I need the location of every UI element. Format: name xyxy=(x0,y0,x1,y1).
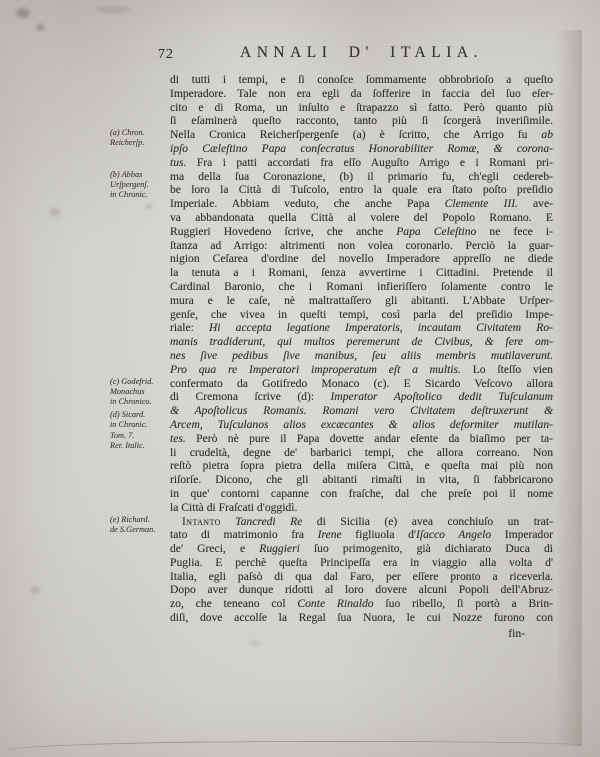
small-caps-text: Intanto xyxy=(182,514,221,528)
body-line xyxy=(170,335,553,349)
margin-note-line: Rer. Italic. xyxy=(110,440,145,450)
body-line xyxy=(170,266,553,280)
body-line xyxy=(170,156,553,170)
roman-text: Lo ſteſſo vien xyxy=(460,362,553,376)
margin-note-line: (c) Godefrid. xyxy=(110,376,154,386)
body-line xyxy=(170,183,553,197)
margin-note-line: Reicherſp. xyxy=(110,138,145,148)
margin-note-line: de S.German. xyxy=(110,524,156,534)
body-line xyxy=(170,73,553,87)
roman-text: Fra i patti accordati fra eſſo Auguſto Arrigo e i Romani pri- xyxy=(186,155,553,169)
margin-note-line: (a) Chron. xyxy=(110,128,145,138)
body-line xyxy=(170,528,553,542)
roman-text: Ruggieri Hovedeno ſcrive, che anche xyxy=(170,224,397,238)
body-line xyxy=(170,611,553,625)
roman-text: Dopo aver dunque ridotti al loro dovere alcuni Popoli dell'Abruz- xyxy=(170,583,553,597)
body-line xyxy=(170,542,553,556)
paper-blemish xyxy=(36,24,45,31)
italic-text: Conte Rinaldo xyxy=(297,597,374,611)
roman-text xyxy=(221,515,235,528)
roman-text: de' Greci, e xyxy=(170,542,260,556)
margin-note-line: Urſpergenſ. xyxy=(110,179,149,189)
roman-text: zo, che teneano col xyxy=(170,597,298,611)
body-line xyxy=(170,114,553,128)
body-line xyxy=(170,418,553,432)
margin-note xyxy=(110,377,166,408)
italic-text: nes ſive pedibus ſive manibus, ſeu aliis membris mutilaverunt. xyxy=(170,348,553,362)
italic-text: Irene xyxy=(317,528,342,542)
italic-text: manis tradiderunt, qui multos peremerunt de Civibus, & fere om- xyxy=(170,335,553,349)
body-line xyxy=(170,473,553,487)
paper-blemish xyxy=(50,208,61,216)
margin-note-line: Tom. 7. xyxy=(110,430,135,440)
body-line xyxy=(170,570,553,584)
body-line xyxy=(170,252,553,266)
margin-note xyxy=(110,128,166,148)
roman-text: di Sicilia (e) avea conchiuſo un trat- xyxy=(302,514,554,528)
body-line xyxy=(170,87,553,101)
body-line xyxy=(170,515,553,529)
running-title: ANNALI D' ITALIA. xyxy=(240,44,483,61)
roman-text: la tenuta a i Romani, ſenza avvertirne i Cittadini. Pretende il xyxy=(170,266,553,280)
margin-note-line: in Chronic. xyxy=(110,190,148,199)
body-line xyxy=(170,583,553,597)
roman-text: riale: xyxy=(170,321,209,335)
body-line xyxy=(170,294,553,308)
roman-text: be loro la Città di Tuſcolo, entro la quale era ſtato poſto preſidio xyxy=(170,183,553,197)
margin-note xyxy=(110,515,166,535)
margin-note-line: in Chronic. xyxy=(110,420,148,430)
italic-text: & Apoſtolicus Romanis. Romani vero Civitatem deſtruxerunt & xyxy=(170,404,553,418)
body-line xyxy=(170,101,553,115)
italic-text: Tancredi Re xyxy=(235,514,303,528)
roman-text: ſi eſaminerà queſto racconto, tanto più ſi ſcorgerà inveriſimile. xyxy=(170,114,553,128)
italic-text: Arcem, Tuſculanos alios excæcantes & alios deformiter mutilan- xyxy=(170,417,553,431)
roman-text: genſe, che vivea in queſti tempi, così parla del preſidio Impe- xyxy=(170,307,553,321)
paper-blemish xyxy=(16,8,30,18)
roman-text: va abbandonata quella Città al volere del Popolo Romano. E xyxy=(170,210,553,224)
body-line xyxy=(170,556,553,570)
body-line xyxy=(170,321,553,335)
body-line xyxy=(170,404,553,418)
roman-text: in que' contorni capanne con fraſche, dal che preſe poi il nome xyxy=(170,486,553,500)
italic-text: Iſacco Angelo xyxy=(415,528,492,542)
italic-text: Clemente III. xyxy=(444,197,518,211)
body-line xyxy=(170,501,553,515)
body-line xyxy=(170,446,553,460)
roman-text: mura e le caſe, nè maltrattaſſero gli abitanti. L'Abbate Urſper- xyxy=(170,293,553,307)
roman-text: reſtò pietra ſopra pietra della miſera Città, e queſta mai più non xyxy=(170,459,553,473)
roman-text: Puglia. E perchè queſta Principeſſa era in viaggio alla volta d' xyxy=(170,555,553,569)
roman-text: Imperadore. Tale non era egli da ſofferire in faccia del ſuo eſer- xyxy=(170,86,553,100)
roman-text: Però nè pure il Papa dovette andar eſente da biaſimo per ta- xyxy=(185,431,553,445)
gutter-shadow xyxy=(556,30,582,746)
body-line xyxy=(170,128,553,142)
roman-text: Cardinal Baronio, che i Romani infieriſſero ſolamente contro le xyxy=(170,279,553,293)
roman-text: nigion Ceſarea d'ordine del novello Imperadore appreſſo ne diede xyxy=(170,252,553,266)
roman-text: ſuo primogenito, già dichiarato Duca di xyxy=(299,542,553,556)
body-line xyxy=(170,170,553,184)
roman-text: diſi, dove accolſe la Regal ſua Nuora, le cui Nozze furono con xyxy=(170,611,553,625)
page-bottom-edge xyxy=(6,740,584,756)
body-text xyxy=(170,73,553,625)
body-line xyxy=(170,377,553,391)
roman-text: la Città di Fraſcati d'oggidì. xyxy=(170,500,298,514)
italic-text: Imperator Apoſtolico dedit Tuſculanum xyxy=(330,390,553,404)
roman-text: Italia, egli paſsò di qua dal Faro, per eſſere pronto a riceverla. xyxy=(170,569,553,583)
roman-text: di Cremona ſcrive (d): xyxy=(170,390,331,404)
roman-text: ſuo ribello, ſi portò a Brin- xyxy=(373,597,553,611)
body-line xyxy=(170,487,553,501)
body-line xyxy=(170,597,553,611)
margin-note-line: Monachus xyxy=(110,386,145,396)
roman-text: Nella Cronica Reicherſpergenſe (a) è ſcritto, che Arrigo fu xyxy=(170,128,542,142)
roman-text: ne fece i- xyxy=(476,224,553,238)
margin-note-line: (d) Sicard. xyxy=(110,410,146,420)
roman-text: confermato da Gotifredo Monaco (c). E Sicardo Veſcovo allora xyxy=(170,376,553,390)
margin-note-line: (e) Richard. xyxy=(110,514,150,524)
italic-text: ab xyxy=(541,128,553,142)
paper-blemish xyxy=(250,640,260,646)
catchword: fin- xyxy=(508,627,525,640)
body-line xyxy=(170,459,553,473)
roman-text: cito e di Roma, un inſulto e ſtrapazzo sì fatto. Però quanto più xyxy=(170,100,553,114)
italic-text: Pro qua re Imperatori improperatum eſt a multis. xyxy=(170,362,461,376)
italic-text: Ruggieri xyxy=(259,542,300,556)
margin-note xyxy=(110,410,166,451)
margin-note xyxy=(110,170,166,201)
body-line xyxy=(170,308,553,322)
roman-text: ſtanza ad Arrigo: altrimenti non volea coronarlo. Perciò la guar- xyxy=(170,238,553,252)
margin-note-line: (b) Abbas xyxy=(110,169,143,179)
italic-text: tus. xyxy=(170,155,187,169)
body-line xyxy=(170,239,553,253)
roman-text: riſorſe. Dicono, che gli abitanti rimaſti in vita, ſi fabbricarono xyxy=(170,473,553,487)
italic-text: ipſo Cæleſtino Papa conſecratus Honorabiliter Romæ, & corona- xyxy=(170,141,553,155)
roman-text: ma della ſua Coronazione, (b) il primario fu, ch'egli cedereb- xyxy=(170,169,553,183)
body-line xyxy=(170,211,553,225)
body-line xyxy=(170,225,553,239)
roman-text: Imperador xyxy=(491,528,554,542)
body-line xyxy=(170,142,553,156)
book-edge-shadow xyxy=(582,40,592,746)
paper-blemish xyxy=(96,6,130,13)
body-line xyxy=(170,349,553,363)
paper-blemish xyxy=(146,204,152,209)
body-line xyxy=(170,197,553,211)
italic-text: tes. xyxy=(170,431,186,445)
roman-text: figliuola d' xyxy=(341,528,416,542)
body-line xyxy=(170,390,553,404)
roman-text: li crudeltà, degne de' barbarici tempi, che allora correano. Non xyxy=(170,445,553,459)
body-line xyxy=(170,432,553,446)
paper-blemish xyxy=(30,586,40,594)
italic-text: Papa Celeſtino xyxy=(396,224,477,238)
page-number: 72 xyxy=(158,47,174,62)
roman-text: di tutti i tempi, e ſi conoſce ſommamente obbrobrioſo a queſto xyxy=(170,73,553,86)
margin-note-line: in Chronico. xyxy=(110,397,152,406)
body-line xyxy=(170,280,553,294)
roman-text: tato di matrimonio fra xyxy=(170,528,318,542)
roman-text: Imperiale. Abbiam veduto, che anche Papa xyxy=(170,197,445,211)
body-line xyxy=(170,363,553,377)
italic-text: Hi accepta legatione Imperatoris, incautam Civitatem Ro- xyxy=(208,321,553,335)
roman-text: ave- xyxy=(517,197,553,211)
